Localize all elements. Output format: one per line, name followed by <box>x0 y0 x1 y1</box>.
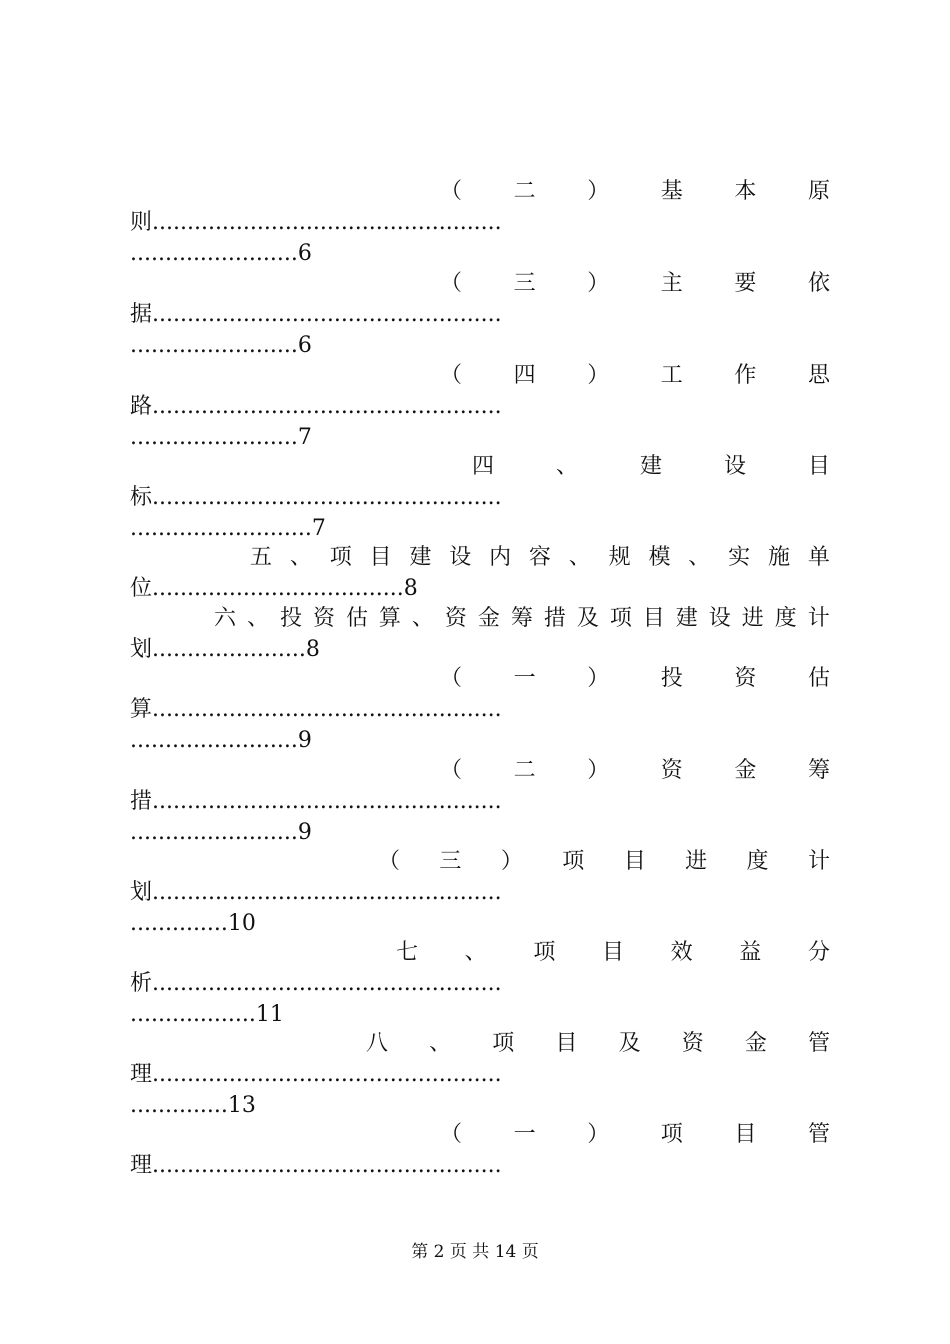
toc-leader-line: 算.................................................. <box>130 697 502 722</box>
heading-char: 筹 <box>510 606 533 631</box>
heading-char: （ <box>440 179 463 204</box>
heading-char: 算 <box>378 606 401 631</box>
toc-leader-line: 路.................................................. <box>130 394 502 419</box>
toc-leader-line: 则.................................................. <box>130 210 502 235</box>
heading-char: 内 <box>489 545 512 570</box>
toc-leader-line: 划......................8 <box>130 637 320 662</box>
heading-char: 金 <box>734 758 757 783</box>
heading-char: 估 <box>807 666 830 691</box>
toc-heading <box>440 268 830 300</box>
toc-page-number-line: ........................9 <box>130 820 312 845</box>
heading-char: 单 <box>807 545 830 570</box>
toc-heading <box>396 937 830 969</box>
toc-page-number-line: ..........................7 <box>130 516 326 541</box>
heading-char: ） <box>587 1122 610 1147</box>
toc-heading <box>214 603 830 635</box>
heading-char: ） <box>587 666 610 691</box>
toc-leader-line: 析.................................................. <box>130 971 502 996</box>
toc-leader-line: 理.................................................. <box>130 1153 502 1178</box>
page-footer: 第 2 页 共 14 页 <box>411 1242 539 1262</box>
toc-leader-line: 划.................................................. <box>130 880 502 905</box>
heading-char: 筹 <box>807 758 830 783</box>
heading-char: ） <box>587 271 610 296</box>
heading-char: 本 <box>734 179 757 204</box>
heading-char: 项 <box>533 940 556 965</box>
heading-char: （ <box>440 363 463 388</box>
heading-char: 一 <box>513 1122 536 1147</box>
toc-page-number-line: ..................11 <box>130 1002 284 1027</box>
heading-char: 及 <box>618 1031 641 1056</box>
heading-char: 、 <box>464 940 487 965</box>
toc-page-number-line: ........................6 <box>130 241 312 266</box>
heading-char: ） <box>587 363 610 388</box>
heading-char: 建 <box>675 606 698 631</box>
heading-char: 资 <box>660 758 683 783</box>
heading-char: 估 <box>345 606 368 631</box>
toc-page-number-line: ........................6 <box>130 333 312 358</box>
heading-char: 工 <box>660 363 683 388</box>
heading-char: （ <box>440 1122 463 1147</box>
heading-char: 原 <box>807 179 830 204</box>
heading-char: 七 <box>396 940 419 965</box>
toc-heading <box>366 1028 830 1060</box>
toc-heading <box>440 663 830 695</box>
heading-char: 目 <box>642 606 665 631</box>
toc-heading <box>472 451 830 483</box>
heading-char: 目 <box>555 1031 578 1056</box>
heading-char: 、 <box>411 606 434 631</box>
toc-leader-line: 理.................................................. <box>130 1062 502 1087</box>
heading-char: ） <box>500 849 523 874</box>
heading-char: 作 <box>734 363 757 388</box>
toc-heading <box>440 755 830 787</box>
heading-char: 思 <box>807 363 830 388</box>
heading-char: 模 <box>648 545 671 570</box>
heading-char: 管 <box>807 1031 830 1056</box>
heading-char: ） <box>587 179 610 204</box>
heading-char: 四 <box>513 363 536 388</box>
toc-page-number-line: ........................9 <box>130 728 312 753</box>
toc-page-number-line: ........................7 <box>130 425 312 450</box>
heading-char: 、 <box>688 545 711 570</box>
heading-char: 依 <box>807 271 830 296</box>
heading-char: 建 <box>409 545 432 570</box>
heading-char: （ <box>440 271 463 296</box>
heading-char: 目 <box>623 849 646 874</box>
heading-char: 主 <box>660 271 683 296</box>
heading-char: 目 <box>807 454 830 479</box>
heading-char: 目 <box>369 545 392 570</box>
heading-char: 度 <box>746 849 769 874</box>
heading-char: 六 <box>214 606 237 631</box>
toc-page-number-line: ..............13 <box>130 1093 256 1118</box>
heading-char: 投 <box>660 666 683 691</box>
heading-char: （ <box>440 758 463 783</box>
heading-char: 资 <box>734 666 757 691</box>
heading-char: 容 <box>528 545 551 570</box>
toc-page-number-line: ..............10 <box>130 911 256 936</box>
heading-char: 目 <box>734 1122 757 1147</box>
heading-char: 、 <box>429 1031 452 1056</box>
toc-leader-line: 措.................................................. <box>130 789 502 814</box>
heading-char: 资 <box>444 606 467 631</box>
heading-char: 及 <box>576 606 599 631</box>
heading-char: 项 <box>660 1122 683 1147</box>
toc-heading <box>440 1119 830 1151</box>
toc-heading <box>378 846 830 878</box>
heading-char: 施 <box>767 545 790 570</box>
heading-char: 设 <box>708 606 731 631</box>
heading-char: （ <box>378 849 401 874</box>
heading-char: 项 <box>329 545 352 570</box>
heading-char: 规 <box>608 545 631 570</box>
heading-char: 基 <box>660 179 683 204</box>
heading-char: 四 <box>472 454 495 479</box>
heading-char: 设 <box>449 545 472 570</box>
heading-char: 五 <box>250 545 273 570</box>
heading-char: 投 <box>279 606 302 631</box>
heading-char: 八 <box>366 1031 389 1056</box>
heading-char: 一 <box>513 666 536 691</box>
heading-char: 资 <box>312 606 335 631</box>
heading-char: 项 <box>609 606 632 631</box>
heading-char: 项 <box>562 849 585 874</box>
heading-char: 进 <box>741 606 764 631</box>
heading-char: 计 <box>807 849 830 874</box>
heading-char: 三 <box>513 271 536 296</box>
heading-char: 效 <box>670 940 693 965</box>
heading-char: 、 <box>568 545 591 570</box>
heading-char: 项 <box>492 1031 515 1056</box>
toc-heading <box>440 360 830 392</box>
toc-heading <box>250 542 830 574</box>
heading-char: 实 <box>728 545 751 570</box>
toc-leader-line: 据.................................................. <box>130 302 502 327</box>
heading-char: ） <box>587 758 610 783</box>
toc-heading <box>440 176 830 208</box>
heading-char: 二 <box>513 179 536 204</box>
heading-char: 设 <box>723 454 746 479</box>
heading-char: 、 <box>246 606 269 631</box>
toc-leader-line: 位....................................8 <box>130 576 418 601</box>
heading-char: 建 <box>639 454 662 479</box>
heading-char: 、 <box>555 454 578 479</box>
heading-char: 分 <box>807 940 830 965</box>
heading-char: 三 <box>439 849 462 874</box>
heading-char: 二 <box>513 758 536 783</box>
toc-leader-line: 标.................................................. <box>130 485 502 510</box>
heading-char: 、 <box>289 545 312 570</box>
heading-char: 进 <box>685 849 708 874</box>
heading-char: 金 <box>744 1031 767 1056</box>
heading-char: 资 <box>681 1031 704 1056</box>
heading-char: （ <box>440 666 463 691</box>
heading-char: 金 <box>477 606 500 631</box>
heading-char: 措 <box>543 606 566 631</box>
heading-char: 度 <box>774 606 797 631</box>
heading-char: 管 <box>807 1122 830 1147</box>
heading-char: 要 <box>734 271 757 296</box>
heading-char: 计 <box>807 606 830 631</box>
heading-char: 益 <box>739 940 762 965</box>
heading-char: 目 <box>601 940 624 965</box>
